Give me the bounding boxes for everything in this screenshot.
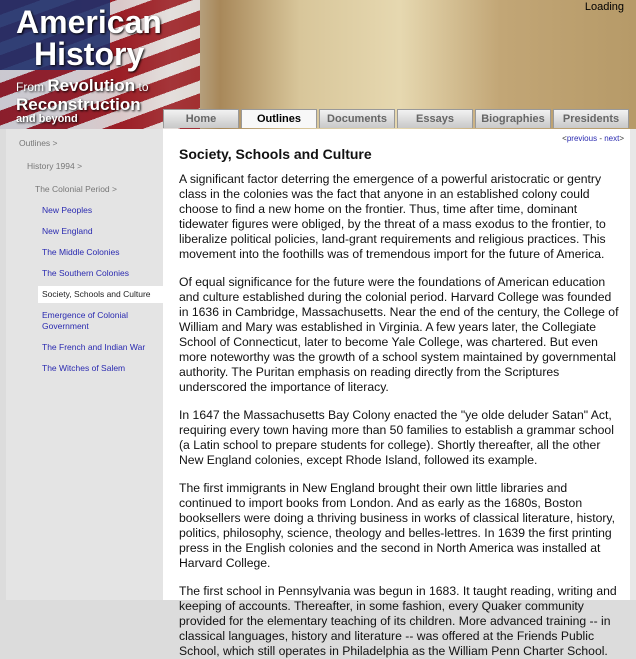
breadcrumb-colonial-period[interactable]: The Colonial Period > (35, 184, 117, 194)
page-title: Society, Schools and Culture (179, 146, 372, 162)
sidebar (6, 129, 163, 600)
next-link[interactable]: next (604, 134, 620, 143)
logo-subtitle (16, 76, 162, 96)
logo-to: to (138, 80, 149, 94)
tab-outlines[interactable]: Outlines (241, 109, 317, 128)
site-logo[interactable] (16, 6, 162, 125)
sidebar-item-middle-colonies[interactable]: The Middle Colonies (42, 247, 120, 257)
paragraph: The first immigrants in New England brought their own little libraries and continued to import books from London. And as early as the 1680s, Boston booksellers were doing a thriving business in works of classical literature, history, politics, philosophy, science, theology and belles-lettres. In 1639 the first printing press in the English colonies and the second in North America was installed at Harvard College. (179, 481, 616, 570)
sidebar-item-southern-colonies[interactable]: The Southern Colonies (42, 268, 129, 278)
tab-documents[interactable]: Documents (319, 109, 395, 128)
sidebar-item-witches-of-salem[interactable]: The Witches of Salem (42, 363, 126, 373)
logo-reconstruction: Reconstruction (16, 95, 141, 114)
logo-title-1: American (16, 4, 162, 40)
content-area (163, 129, 630, 658)
pager-separator: - (597, 134, 605, 143)
tab-biographies[interactable]: Biographies (475, 109, 551, 128)
sidebar-item-colonial-government[interactable]: Emergence of Colonial Government (42, 310, 128, 331)
previous-link[interactable]: previous (566, 134, 598, 143)
tab-home[interactable]: Home (163, 109, 239, 128)
logo-from: From (16, 80, 44, 94)
sidebar-item-new-england[interactable]: New England (42, 226, 93, 236)
logo-beyond: and beyond (16, 113, 78, 125)
loading-indicator: Loading (584, 1, 624, 13)
main-tabs (163, 109, 629, 128)
breadcrumb-outlines[interactable]: Outlines > (19, 138, 58, 148)
logo-title-2: History (34, 36, 145, 72)
scrollbar-track[interactable] (630, 129, 636, 600)
paragraph: The first school in Pennsylvania was begun in 1683. It taught reading, writing and keeping of accounts. Thereafter, in some fashion, every Quaker community provided for the elementary teaching of its children. More advanced training -- in classical languages, history and literature -- was offered at the Friends Public School, which still operates in Philadelphia as the William Penn Charter School. (179, 584, 617, 658)
paragraph: Of equal significance for the future were the foundations of American education and culture established during the colonial period. Harvard College was founded in 1636 in Cambridge, Massachusetts. Near the end of the century, the College of William and Mary was established in Virginia. A few years later, the Collegiate School of Connecticut, later to become Yale College, was chartered. But even more noteworthy was the growth of a school system maintained by governmental authority. The Puritan emphasis on reading directly from the Scriptures underscored the importance of literacy. (179, 275, 619, 394)
sidebar-item-society-schools-culture[interactable]: Society, Schools and Culture (38, 286, 163, 303)
pager-gt: > (619, 134, 624, 143)
sidebar-item-french-indian-war[interactable]: The French and Indian War (42, 342, 146, 352)
pager (562, 134, 624, 143)
sidebar-item-new-peoples[interactable]: New Peoples (42, 205, 93, 215)
logo-revolution: Revolution (47, 76, 136, 95)
tab-presidents[interactable]: Presidents (553, 109, 629, 128)
pager-lt: < (562, 134, 567, 143)
paragraph: In 1647 the Massachusetts Bay Colony enacted the "ye olde deluder Satan" Act, requiring every town having more than 50 families to establish a grammar school (a Latin school to prepare students for college). Shortly thereafter, all the other New England colonies, except Rhode Island, followed its example. (179, 408, 614, 467)
paragraph: A significant factor deterring the emergence of a powerful aristocratic or gentry class in the colonies was the fact that anyone in an established colony could choose to find a new home on the frontier. Thus, time after time, dominant tidewater figures were obliged, by the threat of a mass exodus to the frontier, to liberalize political policies, land-grant requirements and religious practices. This movement into the foothills was of tremendous import for the future of America. (179, 172, 606, 261)
breadcrumb-history-1994[interactable]: History 1994 > (27, 161, 83, 171)
tab-essays[interactable]: Essays (397, 109, 473, 128)
